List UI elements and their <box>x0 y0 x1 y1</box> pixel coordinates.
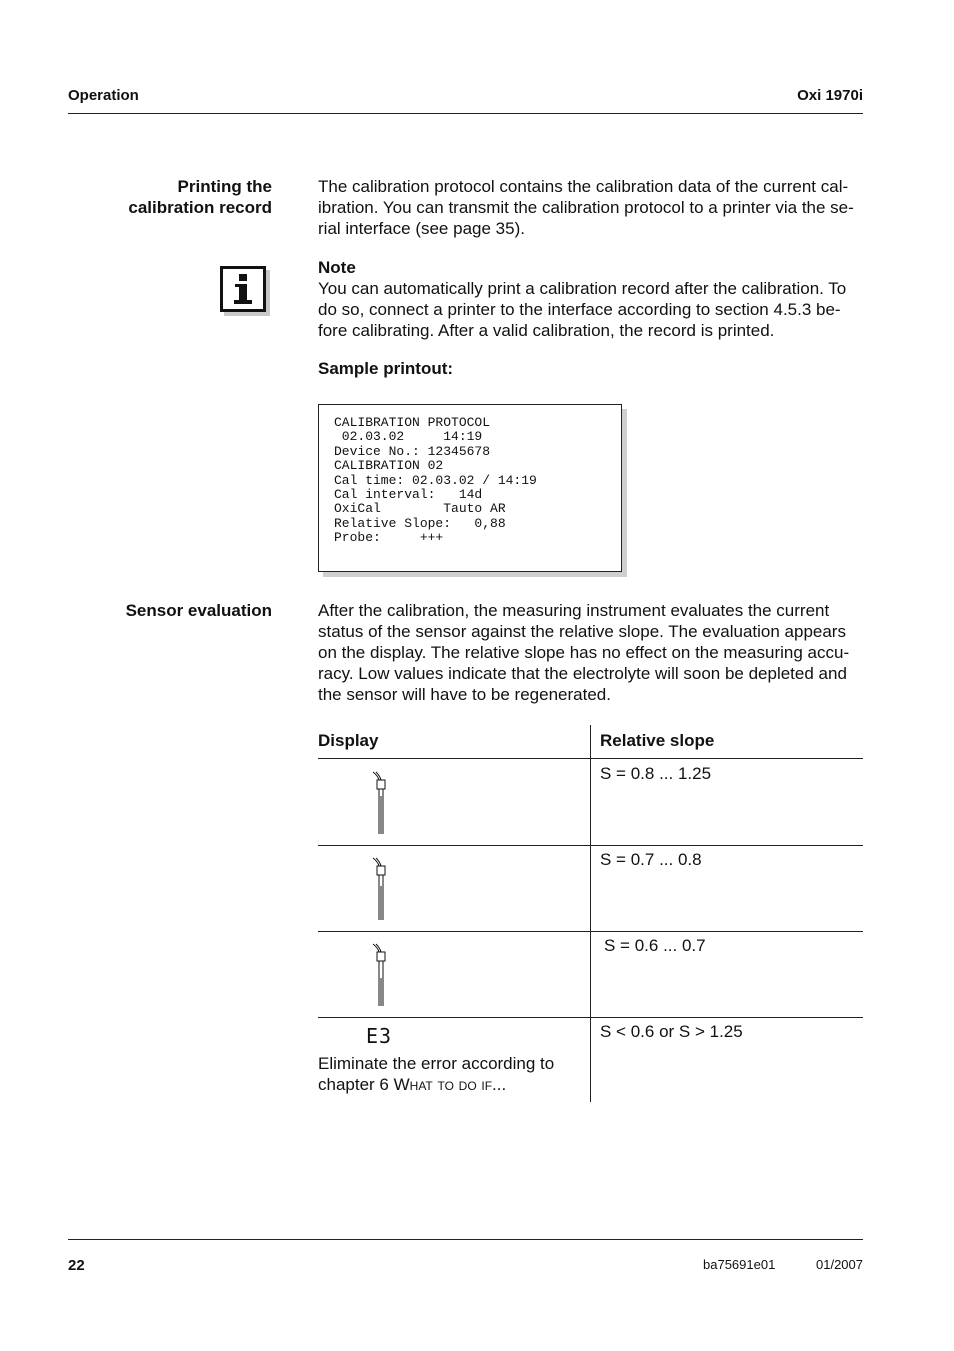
printout-text: CALIBRATION PROTOCOL 02.03.02 14:19 Device No.: 12345678 CALIBRATION 02 Cal time: 02.03.02 / 14:19 Cal interval: 14d OxiCal Tauto AR Relative Slope: 0,88 Probe: +++ <box>334 415 537 546</box>
paragraph-line: After the calibration, the measuring instrument evaluates the current <box>318 601 830 620</box>
slope-value: S = 0.6 ... 0.7 <box>604 936 706 955</box>
paragraph-line: the sensor will have to be regenerated. <box>318 685 611 704</box>
probe-icon <box>370 942 392 1008</box>
table-row-divider <box>318 1017 863 1018</box>
paragraph-line: The calibration protocol contains the calibration data of the current cal- <box>318 177 849 196</box>
paragraph-line: rial interface (see page 35). <box>318 219 525 238</box>
header-rule <box>68 113 863 114</box>
paragraph-line: racy. Low values indicate that the electrolyte will soon be depleted and <box>318 664 847 683</box>
chapter-ref-prefix: chapter 6 W <box>318 1075 410 1094</box>
table-header-display: Display <box>318 731 379 750</box>
sample-printout-box <box>318 404 622 572</box>
section-heading-printing <box>68 176 272 218</box>
document-id: ba75691e01 <box>703 1257 776 1272</box>
table-column-divider <box>590 725 591 1102</box>
table-row-divider <box>318 931 863 932</box>
header-section-title: Operation <box>68 87 139 104</box>
note-title: Note <box>318 258 356 277</box>
error-code-display: E3 <box>366 1024 393 1048</box>
table-header-relative-slope: Relative slope <box>600 731 715 750</box>
error-instruction-line: Eliminate the error according to <box>318 1054 555 1073</box>
chapter-ref-title: hat to do if <box>409 1075 493 1094</box>
note-line: do so, connect a printer to the interface according to section 4.5.3 be- <box>318 300 841 319</box>
document-date: 01/2007 <box>816 1257 863 1272</box>
printing-paragraph <box>318 176 864 239</box>
slope-value: S = 0.7 ... 0.8 <box>600 850 702 869</box>
info-icon <box>220 266 266 312</box>
error-instruction-line <box>318 1074 583 1095</box>
error-instruction <box>318 1053 583 1095</box>
note-line: You can automatically print a calibration record after the calibration. To <box>318 279 847 298</box>
heading-line: calibration record <box>128 198 272 217</box>
slope-value: S < 0.6 or S > 1.25 <box>600 1022 743 1041</box>
note-line: fore calibrating. After a valid calibration, the record is printed. <box>318 321 775 340</box>
section-heading-sensor-evaluation: Sensor evaluation <box>125 601 272 620</box>
table-row-divider <box>318 845 863 846</box>
paragraph-line: status of the sensor against the relative slope. The evaluation appears <box>318 622 846 641</box>
probe-icon <box>370 856 392 922</box>
sensor-paragraph <box>318 600 864 705</box>
paragraph-line: ibration. You can transmit the calibration protocol to a printer via the se- <box>318 198 854 217</box>
sample-printout-title: Sample printout: <box>318 359 454 378</box>
chapter-ref-suffix: ... <box>492 1075 507 1094</box>
header-product-name: Oxi 1970i <box>797 87 863 104</box>
slope-value: S = 0.8 ... 1.25 <box>600 764 712 783</box>
paragraph-line: on the display. The relative slope has no effect on the measuring accu- <box>318 643 850 662</box>
table-row-divider <box>318 758 863 759</box>
heading-line: Printing the <box>177 177 272 196</box>
page-number: 22 <box>68 1257 85 1274</box>
footer-rule <box>68 1239 863 1240</box>
note-block <box>318 257 864 341</box>
probe-icon <box>370 770 392 836</box>
